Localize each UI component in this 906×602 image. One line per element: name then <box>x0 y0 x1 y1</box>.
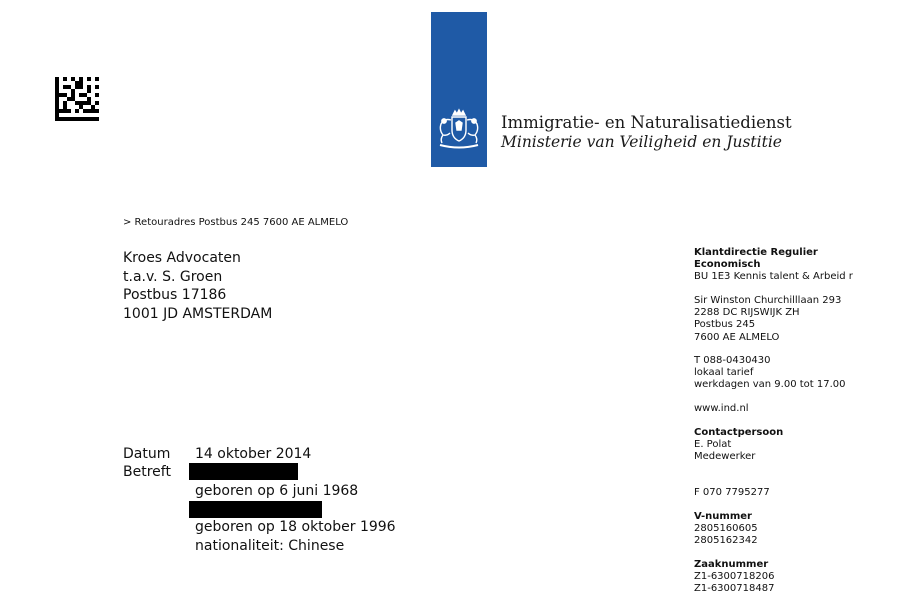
v-number: 2805162342 <box>694 535 758 547</box>
addressee-line: t.a.v. S. Groen <box>123 268 223 285</box>
website-link[interactable]: www.ind.nl <box>694 403 749 414</box>
contact-name: E. Polat <box>694 439 732 451</box>
contact-role: Medewerker <box>694 451 756 463</box>
v-number-heading: V-nummer <box>694 511 752 522</box>
fax-number: F 070 7795277 <box>694 487 770 498</box>
case-number-heading: Zaaknummer <box>694 559 769 570</box>
v-number-block <box>694 511 758 548</box>
subject-line: nationaliteit: Chinese <box>195 538 345 554</box>
postbus: Postbus 245 <box>694 319 756 331</box>
address-block <box>694 295 841 344</box>
return-address: > Retouradres Postbus 245 7600 AE ALMELO <box>123 217 349 228</box>
addressee-line: Postbus 17186 <box>123 287 227 303</box>
department-name: Economisch <box>694 259 761 271</box>
phone-number: T 088-0430430 <box>694 355 771 366</box>
case-number-block <box>694 559 774 596</box>
agency-name: Immigratie- en Naturalisatiedienst <box>501 113 792 132</box>
subject-label: Betreft <box>123 464 171 480</box>
office-hours: werkdagen van 9.00 tot 17.00 <box>694 379 846 391</box>
case-number: Z1-6300718206 <box>694 571 775 583</box>
date-label: Datum <box>123 446 171 462</box>
subject-line: geboren op 18 oktober 1996 <box>195 519 396 535</box>
addressee-line: Kroes Advocaten <box>123 250 241 266</box>
redaction-bar <box>189 463 298 480</box>
date-value: 14 oktober 2014 <box>195 446 312 462</box>
post-city: 7600 AE ALMELO <box>694 331 780 343</box>
subject-line: geboren op 6 juni 1968 <box>195 483 359 499</box>
ministry-name: Ministerie van Veiligheid en Justitie <box>501 133 782 151</box>
department-name: Klantdirectie Regulier <box>694 247 818 258</box>
government-logo-bar <box>431 12 487 167</box>
visit-city: 2288 DC RIJSWIJK ZH <box>694 307 800 319</box>
department-block <box>694 247 853 284</box>
contact-heading: Contactpersoon <box>694 427 784 438</box>
department-unit: BU 1E3 Kennis talent & Arbeid r <box>694 271 853 283</box>
phone-block <box>694 355 846 392</box>
redaction-bar <box>189 501 322 518</box>
v-number: 2805160605 <box>694 523 758 535</box>
qr-code-icon <box>55 77 99 121</box>
phone-rate: lokaal tarief <box>694 367 754 379</box>
coat-of-arms-icon <box>434 108 484 152</box>
addressee-block <box>123 249 272 323</box>
case-number: Z1-6300718487 <box>694 583 775 595</box>
visit-street: Sir Winston Churchilllaan 293 <box>694 295 842 306</box>
addressee-line: 1001 JD AMSTERDAM <box>123 305 273 322</box>
contact-block <box>694 427 783 464</box>
